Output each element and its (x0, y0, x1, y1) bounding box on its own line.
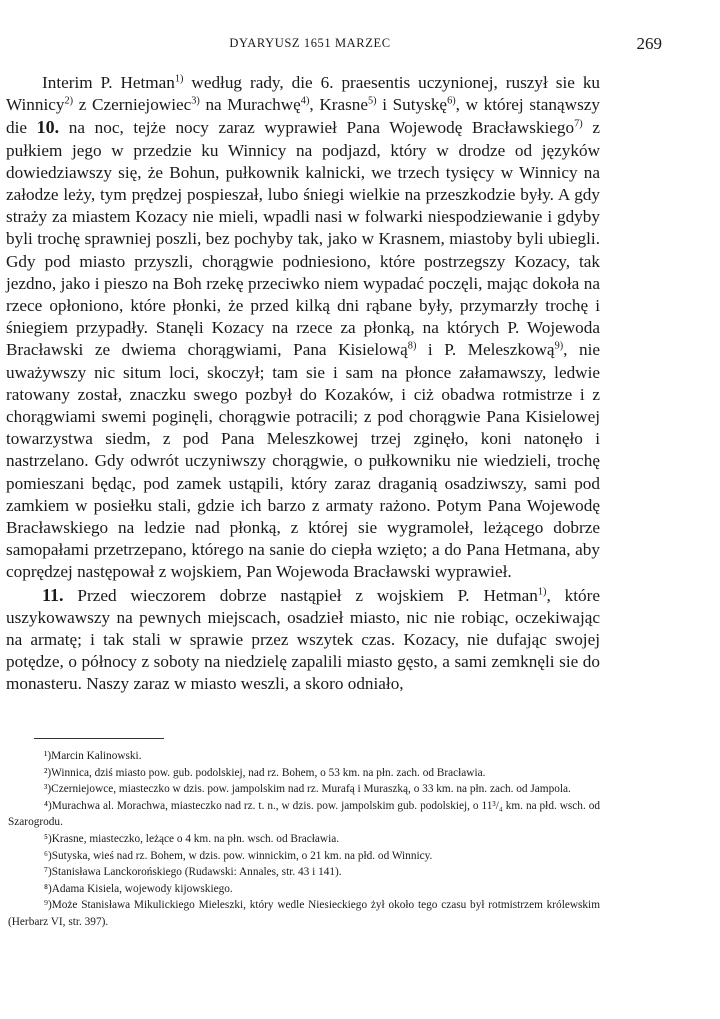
main-text (6, 72, 600, 696)
footnote-mark: ⁶) (44, 849, 52, 862)
footnote-text: Sutyska, wieś nad rz. Bohem, w dzis. pow. winnickim, o 21 km. na płd. od Winnicy. (51, 849, 433, 862)
footnote-mark: ⁷) (44, 866, 52, 879)
text-run: , które uszykowawszy na pewnych miejscach, osadzieł miasto, nic nie robiąc, oczekiwając na armatę; i tak stali w sprawie przez wszytek czas. Kozacy, nie dufając swojej potędze, o północy z soboty na niedzielę zapalili miasto gęsto, a sami zemknęli sie do monasteru. Naszy zaraz w miasto weszli, a skoro odniało, (6, 585, 600, 694)
text-run: na Murachwę (199, 95, 301, 115)
text-run: z Czerniejowiec (73, 95, 192, 115)
footnote-ref: 4) (300, 95, 310, 107)
running-header (0, 34, 720, 56)
header-title: DYARYUSZ 1651 MARZEC (229, 36, 391, 50)
footnote (8, 781, 600, 798)
footnote (8, 798, 600, 831)
footnote (8, 748, 600, 765)
footnote-ref: 7) (574, 118, 583, 130)
footnote-mark: ⁴) (44, 799, 52, 812)
text-run: , nie uważywszy nic situm loci, skoczył; tam sie i sam na płonce załamawszy, ledwie ratowany został, znaczku swego pozbył do Kozaków, i ciż obadwa rotmistrze i z chorągwiami swemi poginęli, chorągwie potracili; z pod chorągwie Pana Kisielowej towarzystwa siedm, z pod Pana Meleszkowej trzej zginęło, koni natonęło i nastrzelano. Gdy odwrót uczyniwszy chorągwie, o pułkowniku nie wiedzieli, trochę pomieszani będąc, pod zamek ustąpili, który zaraz draganią osadziwszy, sami pod zamkiem w posiełku stali, gdzie ich barzo z armaty rażono. Potym Pana Wojewodę Bracławskiego na ledzie nad płonką, z której sie wygramoleł, leżącego dobrze samopałami przetrzepano, którego na sanie do ciepła wzięto; a do Pana Hetmana, aby coprędzej następował z wojskiem, Pan Wojewoda Bracławski wyprawieł. (6, 340, 601, 582)
footnote-ref: 5) (368, 95, 377, 107)
footnote-ref: 6) (447, 95, 456, 107)
footnote-ref: 1) (174, 73, 184, 85)
footnote (8, 881, 600, 898)
footnote-text: Czerniejowce, miasteczko w dzis. pow. jampolskim nad rz. Murafą i Muraszką, o 33 km. na płn. zach. od Jampola. (51, 783, 571, 796)
footnote (8, 897, 600, 930)
footnote-text: Krasne, miasteczko, leżące o 4 km. na płn. wsch. od Bracławia. (51, 832, 340, 845)
text-run: , Krasne (309, 95, 368, 115)
footnote-text: Marcin Kalinowski. (51, 750, 142, 762)
text-run: i P. Meleszkową (416, 340, 555, 360)
footnote-text: Murachwa al. Morachwa, miasteczko nad rz. t. n., w dzis. pow. jampolskim gub. podolskiej, o 11³/₄ km. na płd. wsch. od Szarogrodu. (8, 799, 600, 829)
footnote-text: Winnica, dziś miasto pow. gub. podolskiej, nad rz. Bohem, o 53 km. na płn. zach. od Bracławia. (51, 766, 486, 779)
paragraph (6, 584, 600, 696)
day-number: 11. (42, 584, 64, 605)
text-run: według rady, die 6. praesentis uczynionej, ruszył sie ku Winnicy (6, 73, 601, 115)
footnote-mark: ²) (44, 766, 52, 779)
footnote-ref: 9) (554, 340, 564, 352)
text-run: na noc, tejże nocy zaraz wyprawieł Pana Wojewodę Bracławskiego (59, 118, 575, 138)
text-run: , w której stanąwszy die (6, 95, 600, 138)
day-number: 10. (36, 117, 60, 138)
text-run: Przed wieczorem dobrze nastąpieł z wojskiem P. Hetman (63, 585, 538, 605)
footnote (8, 848, 600, 865)
footnote-mark: ¹) (44, 750, 52, 762)
text-run: i Sutyskę (376, 95, 448, 115)
page-number: 269 (636, 34, 662, 53)
footnote-text: Stanisława Lanckorońskiego (Rudawski: Annales, str. 43 i 141). (51, 866, 342, 879)
footnote-mark: ⁸) (44, 882, 52, 895)
footnote-text: Adama Kisiela, wojewody kijowskiego. (51, 882, 233, 895)
footnote-ref: 2) (64, 95, 74, 107)
paragraph (6, 72, 600, 584)
footnote-text: Może Stanisława Mikulickiego Mieleszki, który wedle Niesieckiego żył około tego czasu był rotmistrzem królewskim (Herbarz VI, str. 397). (8, 899, 600, 928)
text-run: Interim P. Hetman (42, 73, 175, 92)
footnote-ref: 8) (407, 340, 417, 352)
footnote-mark: ³) (44, 783, 52, 796)
footnote-ref: 3) (191, 95, 200, 107)
footnote-mark: ⁵) (44, 832, 52, 845)
footnote (8, 831, 600, 848)
footnote-mark: ⁹) (44, 899, 52, 912)
footnote (8, 864, 600, 881)
text-run: z pułkiem jego w przedzie ku Winnicy na podjazd, który w drodze od języków dowiedziawszy się, że Bohun, pułkownik kalnicki, we trzech tysięcy w Winnicy na załodze leży, tym prędzej pospieszał, lubo śniegi wielkie na przeszkodzie były. A gdy straży za miastem Kozacy nie mieli, wpadli nasi w folwarki niespodziewanie i gdyby byli trochę sprawniej poszli, bez pochyby tak, jako w Krasnem, miastoby byli ubiegli. Gdy pod miasto przyszli, chorągwie podniesiono, które postrzegszy Kozacy, tak jezdno, jako i pieszo na Boh rzekę przeciwko niem wypadać poczęli, mając dokoła na rzece opłoniono, które płonki, że przed kilką dni rąbane były, przymarzły trochę i śniegiem przypadły. Stanęli Kozacy na rzece za płonką, na których P. Wojewoda Bracławski ze dwiema chorągwiami, Pana Kisielową (6, 118, 600, 360)
footnote (8, 765, 600, 782)
footnote-separator (34, 738, 164, 739)
footnote-ref: 1) (537, 585, 547, 597)
footnotes (8, 748, 600, 931)
